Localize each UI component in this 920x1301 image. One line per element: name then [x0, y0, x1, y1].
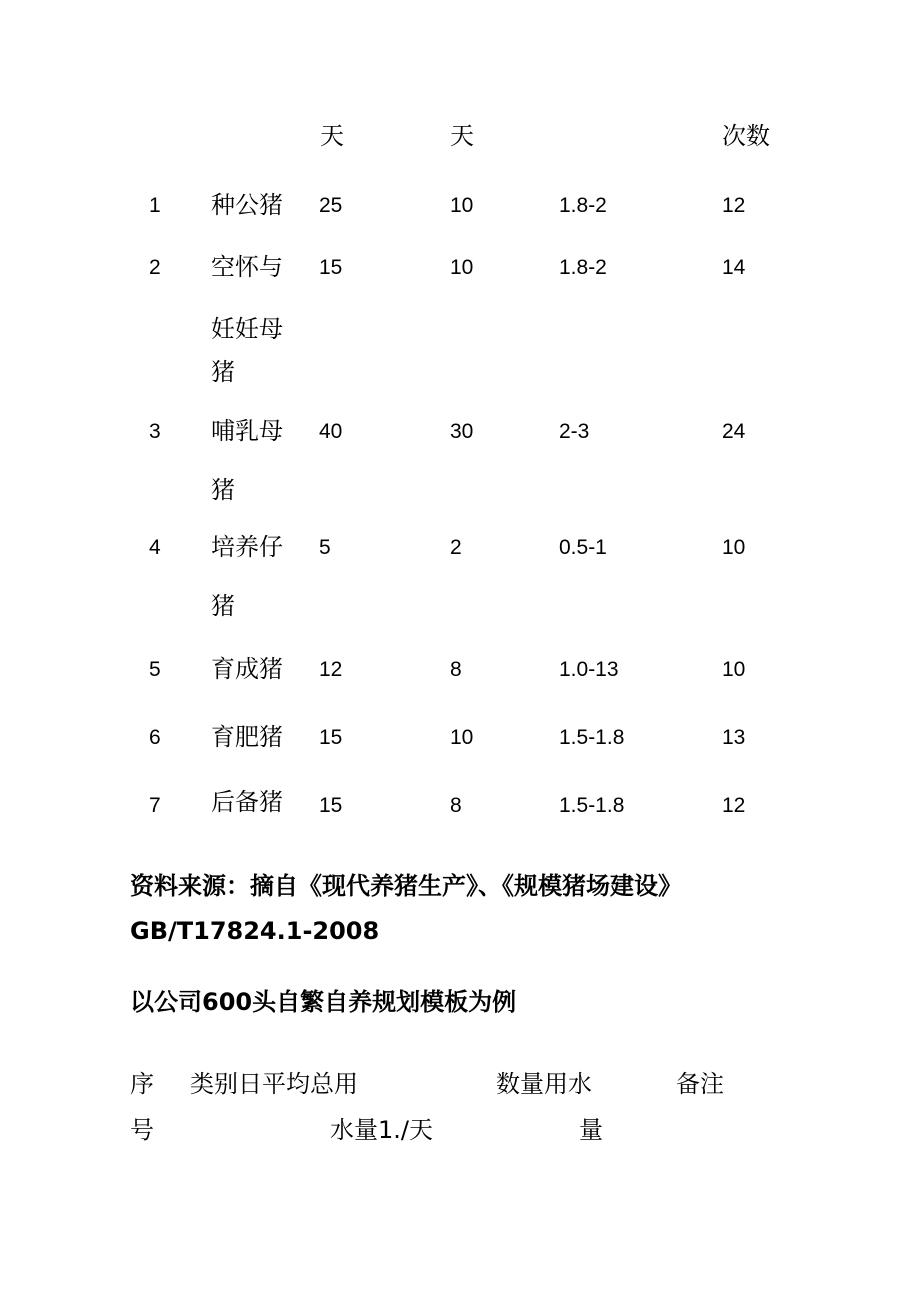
row4-no: 4: [149, 536, 161, 559]
row2-c5: 1.8-2: [559, 256, 607, 279]
row6-no: 6: [149, 726, 161, 749]
row5-c6: 10: [722, 658, 746, 681]
row4-c3: 5: [319, 536, 331, 559]
table2-header-remarks: 备注: [676, 1070, 724, 1098]
row1-c3: 25: [319, 194, 343, 217]
row2-c3: 15: [319, 256, 343, 279]
table1-header-col4: 天: [450, 122, 474, 150]
table1-header-col6: 次数: [722, 122, 770, 150]
row1-c4: 10: [450, 194, 474, 217]
row4-type-line2: 猪: [211, 592, 235, 620]
row3-type-line1: 哺乳母: [211, 417, 283, 445]
row2-no: 2: [149, 256, 161, 279]
row7-type: 后备猪: [211, 788, 283, 816]
row2-c4: 10: [450, 256, 474, 279]
row4-c5: 0.5-1: [559, 536, 607, 559]
row2-type-line1: 空怀与: [211, 253, 283, 281]
row7-c5: 1.5-1.8: [559, 794, 625, 817]
row6-c3: 15: [319, 726, 343, 749]
table2-header-xu: 序: [130, 1070, 154, 1098]
row4-c6: 10: [722, 536, 746, 559]
table2-header-category: 类别日平均总用: [190, 1070, 358, 1098]
table2-header-hao: 号: [130, 1116, 154, 1144]
source-citation-line2: GB/T17824.1-2008: [130, 917, 380, 945]
row2-type-line3: 猪: [211, 358, 235, 386]
section-title: 以公司600头自繁自养规划模板为例: [130, 988, 517, 1016]
row7-c4: 8: [450, 794, 462, 817]
row7-c6: 12: [722, 794, 746, 817]
row2-c6: 14: [722, 256, 746, 279]
row7-no: 7: [149, 794, 161, 817]
row7-c3: 15: [319, 794, 343, 817]
row6-c4: 10: [450, 726, 474, 749]
table2-header-liang: 量: [579, 1116, 603, 1144]
row4-c4: 2: [450, 536, 462, 559]
row3-c3: 40: [319, 420, 343, 443]
row3-c4: 30: [450, 420, 474, 443]
row5-c5: 1.0-13: [559, 658, 619, 681]
row3-c6: 24: [722, 420, 746, 443]
table2-header-water-amount: 水量1./天: [330, 1116, 433, 1144]
row1-type: 种公猪: [211, 191, 283, 219]
row5-no: 5: [149, 658, 161, 681]
row3-type-line2: 猪: [211, 476, 235, 504]
row6-c6: 13: [722, 726, 746, 749]
row1-c6: 12: [722, 194, 746, 217]
row6-c5: 1.5-1.8: [559, 726, 625, 749]
row3-c5: 2-3: [559, 420, 590, 443]
table1-header-col3: 天: [320, 122, 344, 150]
row5-c4: 8: [450, 658, 462, 681]
row5-c3: 12: [319, 658, 343, 681]
row2-type-line2: 妊妊母: [211, 315, 283, 343]
row1-c5: 1.8-2: [559, 194, 607, 217]
source-citation-line1: 资料来源：摘自《现代养猪生产》、《规模猪场建设》: [130, 872, 682, 900]
row5-type: 育成猪: [211, 655, 283, 683]
table2-header-quantity: 数量用水: [496, 1070, 592, 1098]
row4-type-line1: 培养仔: [211, 533, 283, 561]
row3-no: 3: [149, 420, 161, 443]
row1-no: 1: [149, 194, 161, 217]
row6-type: 育肥猪: [211, 723, 283, 751]
